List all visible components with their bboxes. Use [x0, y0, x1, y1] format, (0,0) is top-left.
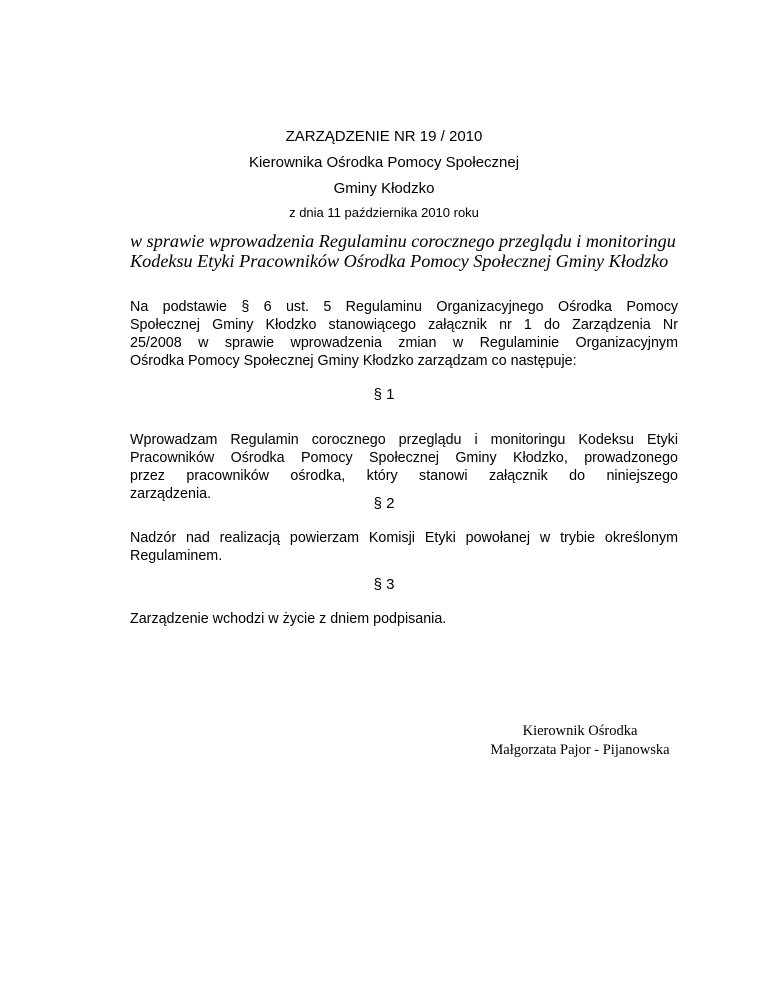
subject-line: Kodeksu Etyki Pracowników Ośrodka Pomocy Społecznej Gminy Kłodzko [130, 251, 669, 271]
issuer-line: Kierownika Ośrodka Pomocy Społecznej [248, 154, 520, 171]
paragraph-line: Zarządzenie wchodzi w życie z dniem podpisania. [130, 611, 447, 627]
paragraph-line: 25/2008 w sprawie wprowadzenia zmian w Regulaminie Organizacyjnym [130, 335, 678, 351]
section-heading-2: § 2 [373, 495, 395, 512]
paragraph-line: przez pracowników ośrodka, który stanowi załącznik do niniejszego [130, 468, 678, 484]
section-heading-3: § 3 [373, 576, 395, 593]
paragraph-line: Ośrodka Pomocy Społecznej Gminy Kłodzko zarządzam co następuje: [130, 353, 577, 369]
signature-name: Małgorzata Pajor - Pijanowska [490, 742, 670, 758]
paragraph-line: Nadzór nad realizacją powierzam Komisji Etyki powołanej w trybie określonym [130, 530, 678, 546]
paragraph-line: Społecznej Gminy Kłodzko stanowiącego załącznik nr 1 do Zarządzenia Nr [130, 317, 678, 333]
subject-heading [130, 231, 690, 271]
paragraph-line: zarządzenia. [130, 486, 212, 502]
document-title: ZARZĄDZENIE NR 19 / 2010 [285, 128, 483, 145]
subject-line: w sprawie wprowadzenia Regulaminu corocznego przeglądu i monitoringu [130, 231, 676, 251]
section-heading-1: § 1 [373, 386, 395, 403]
signature-block [430, 722, 730, 760]
legal-basis-paragraph [130, 298, 678, 370]
section-2-paragraph [130, 529, 678, 565]
paragraph-line: Regulaminem. [130, 548, 223, 564]
municipality-line: Gminy Kłodzko [333, 180, 435, 197]
paragraph-line: Wprowadzam Regulamin corocznego przeglądu i monitoringu Kodeksu Etyki [130, 432, 678, 448]
section-3-paragraph [130, 610, 678, 628]
section-1-paragraph [130, 431, 678, 503]
paragraph-line: Pracowników Ośrodka Pomocy Społecznej Gminy Kłodzko, prowadzonego [130, 450, 678, 466]
date-line: z dnia 11 października 2010 roku [289, 205, 479, 220]
paragraph-line: Na podstawie § 6 ust. 5 Regulaminu Organizacyjnego Ośrodka Pomocy [130, 299, 678, 315]
signature-position: Kierownik Ośrodka [522, 723, 638, 739]
